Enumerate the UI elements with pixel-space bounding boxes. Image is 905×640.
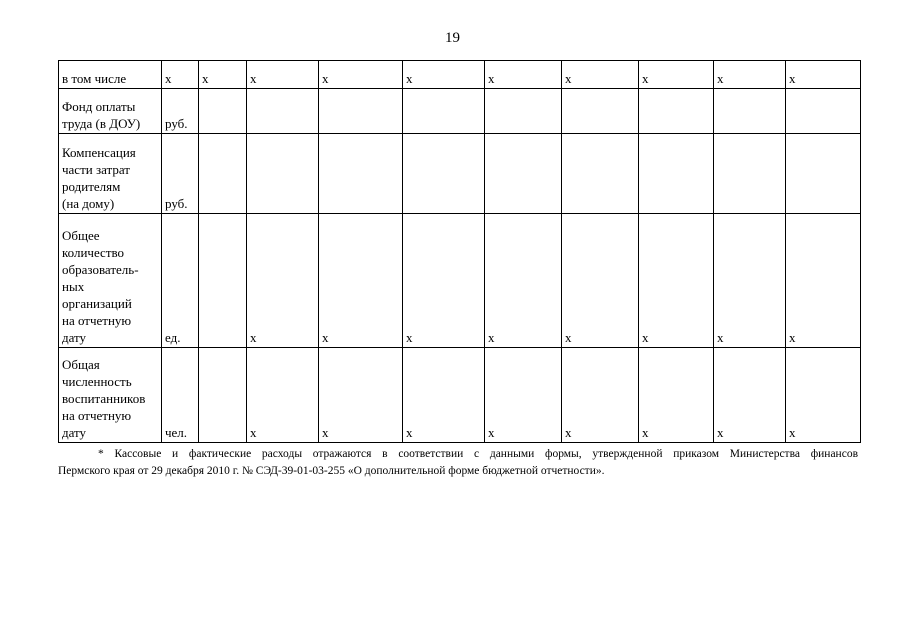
table-cell: x (714, 348, 786, 443)
table-cell (714, 89, 786, 134)
table-row (59, 214, 861, 348)
table-cell (485, 89, 562, 134)
report-table (58, 60, 861, 443)
table-cell: x (562, 61, 639, 89)
table-cell: x (319, 61, 403, 89)
table-cell: x (403, 61, 485, 89)
table-row (59, 61, 861, 89)
row-name: Общее количество образователь- ных организаций на отчетную дату (59, 214, 162, 348)
table-cell: x (639, 214, 714, 348)
table-cell (714, 134, 786, 214)
table-cell (562, 89, 639, 134)
table-cell (199, 89, 247, 134)
table-cell (562, 134, 639, 214)
table-row (59, 134, 861, 214)
table-cell: x (639, 61, 714, 89)
table-cell (199, 348, 247, 443)
table-row (59, 89, 861, 134)
row-unit: руб. (162, 134, 199, 214)
row-name: Фонд оплаты труда (в ДОУ) (59, 89, 162, 134)
table-cell (786, 134, 861, 214)
table-row (59, 348, 861, 443)
table-cell (786, 89, 861, 134)
table-cell (639, 134, 714, 214)
table-cell (199, 134, 247, 214)
table-cell: x (199, 61, 247, 89)
table-cell (639, 89, 714, 134)
footnote-line-1: * Кассовые и фактические расходы отражаются в соответствии с данными формы, утвержденной приказом Министерства финансов (98, 448, 858, 460)
table-cell: x (562, 348, 639, 443)
table-cell: x (403, 348, 485, 443)
table-cell: x (247, 61, 319, 89)
table-cell: x (786, 61, 861, 89)
table-cell: x (319, 348, 403, 443)
table-cell: x (485, 61, 562, 89)
table-cell: x (639, 348, 714, 443)
table-cell: x (562, 214, 639, 348)
row-name: Компенсация части затрат родителям (на дому) (59, 134, 162, 214)
row-unit: x (162, 61, 199, 89)
row-unit: чел. (162, 348, 199, 443)
table-cell: x (485, 214, 562, 348)
table-cell (485, 134, 562, 214)
footnote-line-2: Пермского края от 29 декабря 2010 г. № СЭД-39-01-03-255 «О дополнительной форме бюджетной отчетности». (58, 465, 605, 477)
table-cell (199, 214, 247, 348)
table-cell (247, 134, 319, 214)
table-cell: x (247, 214, 319, 348)
table-cell: x (714, 61, 786, 89)
table-cell: x (485, 348, 562, 443)
table-cell: x (786, 214, 861, 348)
footnote (58, 446, 858, 480)
row-unit: руб. (162, 89, 199, 134)
table-cell: x (714, 214, 786, 348)
page-number: 19 (445, 30, 460, 46)
table-cell (319, 134, 403, 214)
row-name: в том числе (59, 61, 162, 89)
table-cell: x (247, 348, 319, 443)
table-cell (319, 89, 403, 134)
table-cell (403, 134, 485, 214)
table-cell: x (786, 348, 861, 443)
table-cell (403, 89, 485, 134)
table-cell (247, 89, 319, 134)
row-name: Общая численность воспитанников на отчетную дату (59, 348, 162, 443)
row-unit: ед. (162, 214, 199, 348)
table-cell: x (319, 214, 403, 348)
table-cell: x (403, 214, 485, 348)
